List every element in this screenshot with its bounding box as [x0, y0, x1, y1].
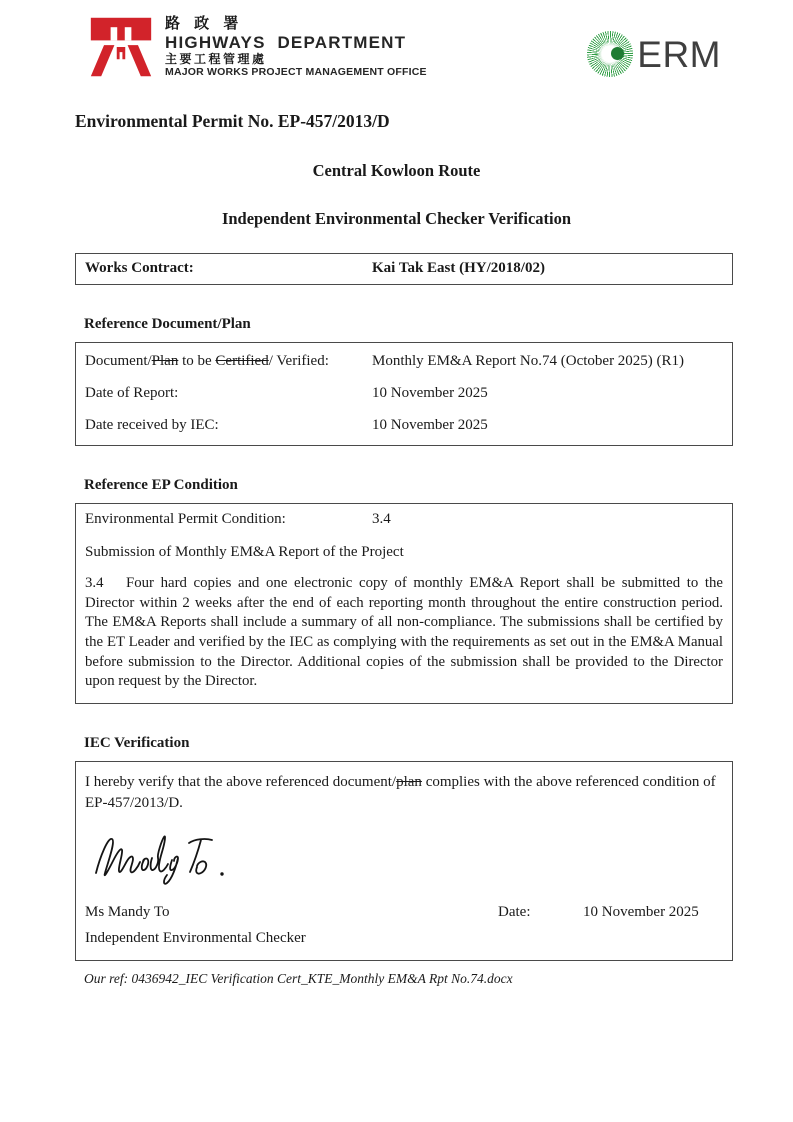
- ep-condition-label: Environmental Permit Condition:: [85, 511, 286, 527]
- highways-department-icon: [88, 14, 154, 80]
- table-row: [85, 402, 723, 434]
- signatory-row: [85, 904, 723, 921]
- reference-ep-condition-heading: Reference EP Condition: [84, 477, 238, 493]
- permit-number-title: Environmental Permit No. EP-457/2013/D: [75, 111, 390, 131]
- erm-starburst-icon: [587, 31, 633, 77]
- signatory-name: Ms Mandy To: [85, 904, 170, 921]
- date-received-by-iec-value: 10 November 2025: [372, 417, 488, 433]
- table-row: [85, 370, 723, 402]
- works-contract-value: Kai Tak East (HY/2018/02): [372, 260, 545, 276]
- ep-clause-text: Four hard copies and one electronic copy of monthly EM&A Report shall be submitted to the Director within 2 weeks after the end of each reporting month throughout the entire construction period. The EM&A Reports shall include a summary of all non-compliance. The submissions shall be certified by the ET Leader and verified by the IEC as complying with the requirements as set out in the EM&A Manual before submission to the Director. Additional copies of the submission shall be provided to the Director upon request by the Director.: [85, 575, 723, 690]
- works-contract-label: Works Contract:: [85, 260, 194, 276]
- signature-image: [91, 828, 247, 886]
- highways-department-logo: [88, 14, 427, 80]
- hyd-chinese-office: 主要工程管理處: [165, 52, 267, 67]
- hyd-english-name: HIGHWAYS DEPARTMENT: [165, 32, 407, 52]
- document-to-be-verified-label: Document/Plan to be Certified/ Verified:: [85, 353, 329, 369]
- header: [0, 0, 793, 80]
- our-ref-text: Our ref: 0436942_IEC Verification Cert_KTE_Monthly EM&A Rpt No.74.docx: [84, 971, 513, 987]
- iec-verification-box: [75, 761, 733, 961]
- works-contract-row: [85, 260, 723, 277]
- document-type-title: Independent Environmental Checker Verification: [221, 209, 572, 228]
- reference-ep-condition-box: [75, 503, 733, 704]
- date-received-by-iec-label: Date received by IEC:: [85, 417, 219, 433]
- erm-logo: [587, 31, 721, 77]
- date-of-report-label: Date of Report:: [85, 385, 179, 401]
- hyd-english-office: MAJOR WORKS PROJECT MANAGEMENT OFFICE: [165, 66, 427, 79]
- project-title: Central Kowloon Route: [312, 161, 481, 180]
- table-row: [85, 350, 723, 370]
- reference-document-box: [75, 342, 733, 446]
- ep-condition-subtitle: Submission of Monthly EM&A Report of the Project: [85, 544, 404, 560]
- reference-document-heading: Reference Document/Plan: [84, 316, 251, 332]
- date-label: Date:: [498, 904, 531, 921]
- highways-department-text: [165, 14, 427, 80]
- date-value: 10 November 2025: [583, 904, 699, 921]
- hyd-chinese-name: 路 政 署: [165, 15, 244, 32]
- iec-verification-statement: I hereby verify that the above referenced document/plan complies with the above referenced condition of EP-457/2013/D.: [85, 774, 716, 812]
- ep-clause-paragraph: [85, 574, 723, 692]
- signatory-title: Independent Environmental Checker: [85, 930, 306, 947]
- document-to-be-verified-value: Monthly EM&A Report No.74 (October 2025) (R1): [372, 353, 685, 369]
- ep-clause-number: 3.4: [85, 575, 104, 591]
- works-contract-box: [75, 253, 733, 285]
- ep-condition-row: [85, 511, 723, 528]
- date-of-report-value: 10 November 2025: [372, 385, 488, 401]
- ep-condition-value: 3.4: [372, 511, 391, 527]
- iec-verification-heading: IEC Verification: [84, 735, 190, 752]
- erm-logo-text: ERM: [637, 33, 721, 75]
